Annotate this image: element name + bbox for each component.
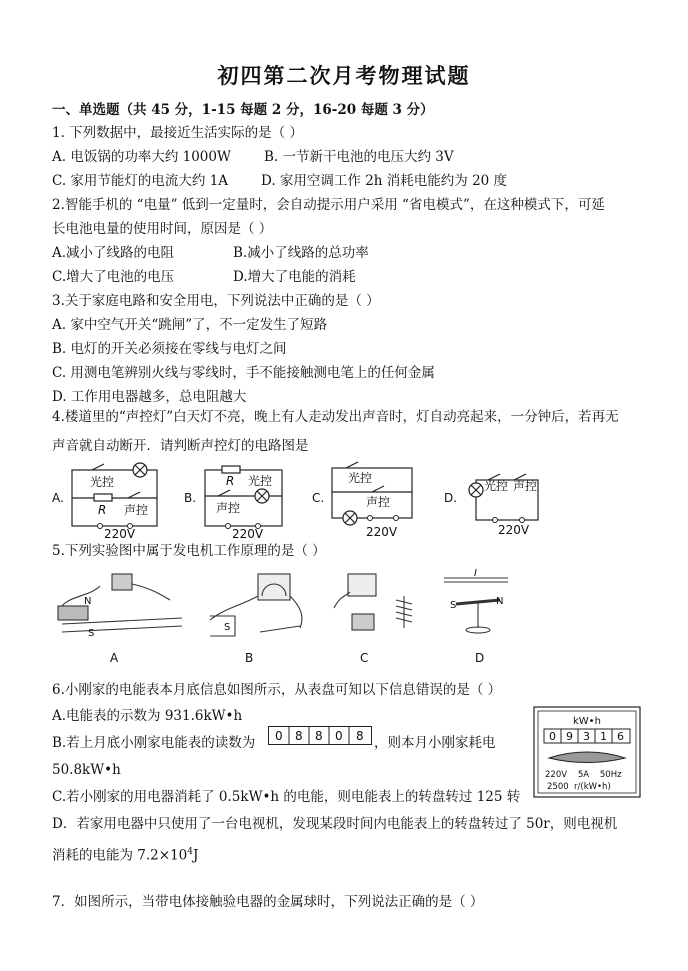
q1-option-d: D. 家用空调工作 2h 消耗电能约为 20 度 [261, 173, 508, 189]
q6-d-unit: J [193, 847, 199, 864]
q5-experiment-figures [0, 566, 688, 670]
q5-stem: 5.下列实验图中属于发电机工作原理的是（ ） [52, 543, 326, 559]
energy-meter-figure [533, 706, 643, 800]
q5-label-d: D [475, 651, 485, 665]
q4-d-voltage: 220V [498, 523, 530, 537]
q4-circuit-diagrams [0, 460, 688, 540]
meter-digit-4: 1 [600, 730, 607, 743]
q4-a-light-label: 光控 [90, 475, 115, 489]
q5-label-b: B [245, 651, 254, 665]
q6-option-b-suffix: ，则本月小刚家耗电 [374, 735, 496, 751]
q4-c-sound-label: 声控 [366, 495, 391, 509]
q1-option-b: B. 一节新干电池的电压大约 3V [264, 149, 454, 165]
q6-reading-digit-4: 0 [335, 729, 343, 743]
meter-unit: kW•h [573, 716, 601, 727]
meter-digit-1: 0 [549, 730, 556, 743]
q4-a-r-label: R [98, 503, 107, 517]
q6-reading-digit-1: 0 [275, 729, 283, 743]
q3-stem: 3.关于家庭电路和安全用电，下列说法中正确的是（ ） [52, 293, 380, 309]
q4-option-d-label: D. [444, 491, 458, 505]
q2-option-b: B.减小了线路的总功率 [233, 245, 369, 261]
q4-option-b-label: B. [184, 491, 197, 505]
q1-option-c: C. 家用节能灯的电流大约 1A [52, 173, 229, 189]
q6-option-d-line2 [52, 843, 198, 865]
q5-label-c: C [360, 651, 369, 665]
q4-d-sound-label: 声控 [513, 479, 538, 493]
meter-digit-5: 6 [617, 730, 624, 743]
q4-a-voltage: 220V [104, 527, 136, 540]
q5-b-s-label: S [224, 622, 231, 633]
q1-stem: 1. 下列数据中，最接近生活实际的是（ ） [52, 125, 303, 141]
q3-option-b: B. 电灯的开关必须接在零线与电灯之间 [52, 341, 287, 357]
q1-option-a: A. 电饭锅的功率大约 1000W [52, 149, 231, 165]
q6-previous-reading-box [268, 726, 372, 745]
q6-option-d-line1: D．若家用电器中只使用了一台电视机，发现某段时间内电能表上的转盘转过了 50r，则电视机 [52, 816, 618, 832]
q6-reading-digit-3: 8 [315, 729, 323, 743]
q4-d-light-label: 光控 [484, 479, 509, 493]
q4-b-voltage: 220V [232, 527, 264, 540]
q4-c-voltage: 220V [366, 525, 398, 539]
q4-stem-line2: 声音就自动断开．请判断声控灯的电路图是 [52, 438, 309, 454]
q6-d-text: 消耗的电能为 7.2×10 [52, 847, 188, 864]
q6-option-c: C.若小刚家的用电器消耗了 0.5kW•h 的电能，则电能表上的转盘转过 125 转 [52, 789, 521, 805]
q7-stem: 7．如图所示，当带电体接触验电器的金属球时，下列说法正确的是（ ） [52, 894, 484, 910]
q2-stem-line2: 长电池电量的使用时间，原因是（ ） [52, 221, 273, 237]
meter-spec-rating: 220V 5A 50Hz [545, 770, 622, 780]
q2-option-a: A.减小了线路的电阻 [52, 245, 175, 261]
q3-option-a: A. 家中空气开关“跳闸”了，不一定发生了短路 [52, 317, 328, 333]
q4-option-c-label: C. [312, 491, 325, 505]
q6-reading-digit-2: 8 [295, 729, 303, 743]
q4-option-a-label: A. [52, 491, 64, 505]
page-title: 初四第二次月考物理试题 [217, 63, 471, 88]
q4-c-light-label: 光控 [348, 471, 373, 485]
q6-reading-digit-5: 8 [356, 729, 364, 743]
q6-stem: 6.小刚家的电能表本月底信息如图所示，从表盘可知以下信息错误的是（ ） [52, 682, 502, 698]
q6-option-b-line2: 50.8kW•h [52, 762, 121, 778]
q6-d-exponent: 4 [187, 847, 193, 857]
q5-label-a: A [110, 651, 119, 665]
q2-stem-line1: 2.智能手机的 “电量” 低到一定量时，会自动提示用户采用 “省电模式”，在这种模式下，可延 [52, 197, 605, 213]
meter-digit-3: 3 [583, 730, 590, 743]
q6-option-b-prefix: B.若上月底小刚家电能表的读数为 [52, 735, 256, 751]
q5-d-n-label: N [496, 596, 504, 607]
q4-stem-line1: 4.楼道里的“声控灯”白天灯不亮，晚上有人走动发出声音时，灯自动亮起来，一分钟后，若再无 [52, 409, 619, 425]
q4-b-light-label: 光控 [248, 474, 273, 488]
q5-d-i-label: I [474, 568, 477, 579]
meter-digit-2: 9 [566, 730, 573, 743]
meter-spec-revolutions: 2500 r/(kW•h) [547, 782, 611, 792]
q2-option-d: D.增大了电能的消耗 [233, 269, 356, 285]
q5-a-n-label: N [84, 596, 92, 607]
q2-option-c: C.增大了电池的电压 [52, 269, 175, 285]
q4-b-r-label: R [226, 474, 235, 488]
q4-b-sound-label: 声控 [216, 501, 241, 515]
q5-a-s-label: S [88, 628, 95, 639]
q6-option-a: A.电能表的示数为 931.6kW•h [52, 708, 243, 724]
q3-option-d: D. 工作用电器越多，总电阻越大 [52, 389, 247, 405]
q4-a-sound-label: 声控 [124, 503, 149, 517]
q3-option-c: C. 用测电笔辨别火线与零线时，手不能接触测电笔上的任何金属 [52, 365, 435, 381]
section-heading: 一、单选题（共 45 分，1-15 每题 2 分，16-20 每题 3 分） [52, 102, 434, 118]
q5-d-s-label: S [450, 600, 457, 611]
